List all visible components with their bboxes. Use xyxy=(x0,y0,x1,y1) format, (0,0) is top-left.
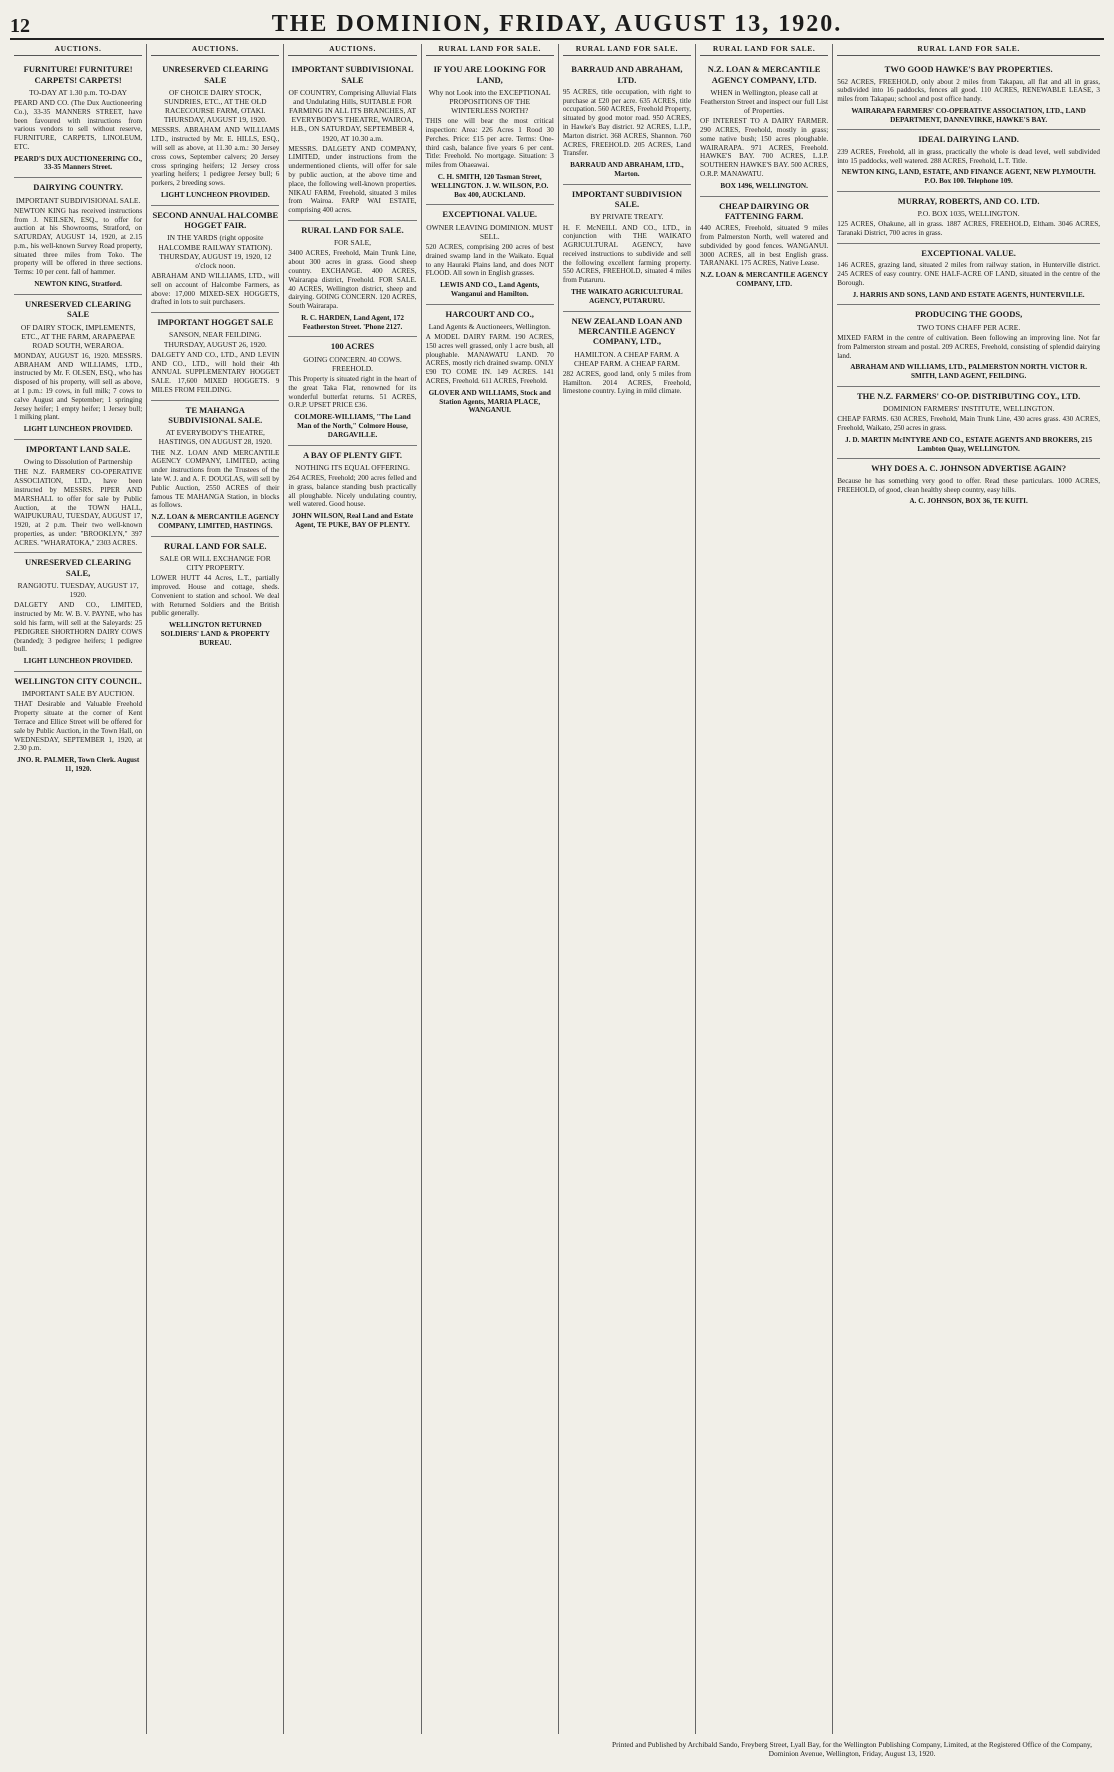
ad-headline: IF YOU ARE LOOKING FOR LAND, xyxy=(433,64,546,85)
ad-body: MONDAY, AUGUST 16, 1920. MESSRS. ABRAHAM AND WILLIAMS, LTD., instructed by Mr. F. OLSEN, ESQ., who has disposed of his property, will sell as above, at 1 p.m.: 19 cows, in full milk; 7 cows to calve August and September; 1 springing Jersey heifer; 1 empty heifer; 1 Jersey bull; 1 milking plant. xyxy=(14,351,143,422)
ad-headline: IMPORTANT LAND SALE. xyxy=(25,443,131,454)
masthead xyxy=(10,6,1104,40)
ad-signature: LIGHT LUNCHEON PROVIDED. xyxy=(160,190,270,199)
ad-headline: WHY DOES A. C. JOHNSON ADVERTISE AGAIN? xyxy=(871,463,1067,474)
column-header: RURAL LAND FOR SALE. xyxy=(563,44,691,56)
ad-signature: LEWIS AND CO., Land Agents, Wanganui and Hamilton. xyxy=(440,281,540,298)
ad-subhead: DOMINION FARMERS' INSTITUTE, WELLINGTON. xyxy=(882,404,1055,414)
advertisement xyxy=(563,60,691,185)
ad-signature: BOX 1496, WELLINGTON. xyxy=(720,181,808,190)
ad-headline: WELLINGTON CITY COUNCIL. xyxy=(14,675,142,686)
ad-signature: NEWTON KING, Stratford. xyxy=(34,280,122,288)
ad-signature: WELLINGTON RETURNED SOLDIERS' LAND & PROPERTY BUREAU. xyxy=(160,621,270,647)
ad-body: 125 ACRES, Ohakune, all in grass. 1887 ACRES, FREEHOLD, Eltham. 3046 ACRES, Taranaki District, 700 acres in grass. xyxy=(837,220,1101,238)
ad-signature: JOHN WILSON, Real Land and Estate Agent, TE PUKE, BAY OF PLENTY. xyxy=(291,512,414,529)
ad-headline: 100 ACRES xyxy=(330,341,375,352)
column-header: AUCTIONS. xyxy=(14,44,142,56)
ad-subhead: OF DAIRY STOCK, IMPLEMENTS, ETC., AT THE FARM, ARAPAEPAE ROAD SOUTH, WERAROA. xyxy=(20,322,136,350)
ad-headline: TWO GOOD HAWKE'S BAY PROPERTIES. xyxy=(884,64,1053,75)
ad-body: Because he has something very good to offer. Read these particulars. 1000 ACRES, FREEHOLD, of good, clean healthy sheep country, easy hills. xyxy=(837,476,1101,494)
advertisement xyxy=(288,446,416,535)
ad-headline: EXCEPTIONAL VALUE. xyxy=(442,209,538,220)
ad-subhead: IN THE YARDS (right opposite HALCOMBE RAILWAY STATION). THURSDAY, AUGUST 19, 1920, 12 o'clock noon. xyxy=(158,233,273,270)
column-7 xyxy=(833,44,1104,1734)
ad-signature: COLMORE-WILLIAMS, "The Land Man of the North," Colmore House, DARGAVILLE. xyxy=(294,413,411,439)
ad-signature: THE WAIKATO AGRICULTURAL AGENCY, PUTARURU. xyxy=(571,288,683,305)
newspaper-title: THE DOMINION, FRIDAY, AUGUST 13, 1920. xyxy=(271,11,843,37)
advertisement xyxy=(837,130,1100,191)
ad-headline: IMPORTANT SUBDIVISION SALE. xyxy=(571,188,682,210)
ad-subhead: FOR SALE, xyxy=(333,238,372,248)
columns xyxy=(10,44,1104,1734)
ad-subhead: OF CHOICE DAIRY STOCK, SUNDRIES, ETC., AT THE OLD RACECOURSE FARM, OTAKI. THURSDAY, AUGUST 19, 1920. xyxy=(163,87,267,125)
ad-subhead: SANSON, NEAR FEILDING. THURSDAY, AUGUST 26, 1920. xyxy=(163,330,267,349)
ad-body: THAT Desirable and Valuable Freehold Property situate at the corner of Kent Terrace and Ellice Street will be offered for sale by Public Auction, in the Town Hall, on WEDNESDAY, SEPTEMBER 1, 1920, at 2.30 p.m. xyxy=(14,700,143,753)
ad-signature: N.Z. LOAN & MERCANTILE AGENCY COMPANY, LTD. xyxy=(700,271,829,288)
column-header: RURAL LAND FOR SALE. xyxy=(837,44,1100,56)
advertisement xyxy=(700,60,828,196)
ad-subhead: WHEN in Wellington, please call at Featherston Street and inspect our full List of Properties. xyxy=(700,87,829,116)
advertisement xyxy=(288,60,416,221)
ad-subhead: IMPORTANT SALE BY AUCTION. xyxy=(21,689,135,699)
ad-subhead: Why not Look into the EXCEPTIONAL PROPOSITIONS OF THE WINTERLESS NORTH? xyxy=(428,87,551,116)
ad-signature: GLOVER AND WILLIAMS, Stock and Station Agents, MARIA PLACE, WANGANUI. xyxy=(428,388,551,415)
ad-signature: JNO. R. PALMER, Town Clerk. August 11, 1920. xyxy=(16,756,140,773)
printer-imprint: Printed and Published by Archibald Sando, Freyberg Street, Lyall Bay, for the Wellington Publishing Company, Limited, at the Registered Office of the Company, Dominion Avenue, Wellington, Friday, August 13, 1920. xyxy=(612,1740,1092,1759)
page-number: 12 xyxy=(10,15,30,37)
ad-headline: IMPORTANT SUBDIVISIONAL SALE xyxy=(291,64,414,85)
ad-body: 562 ACRES, FREEHOLD, only about 2 miles from Takapau, all flat and all in grass, subdivided into 16 paddocks, fences all good. 110 ACRES, RENEWABLE LEASE, 3 miles from Takapau; school and post office handy. xyxy=(837,77,1101,104)
ad-headline: NEW ZEALAND LOAN AND MERCANTILE AGENCY COMPANY, LTD., xyxy=(571,315,683,347)
ad-body: 520 ACRES, comprising 200 acres of best drained swamp land in the Waikato. Equal to any Hauraki Plains land, and does NOT FLOOD. All sown in English grasses. xyxy=(425,242,554,278)
ad-signature: BARRAUD AND ABRAHAM, LTD., Marton. xyxy=(570,161,684,178)
advertisement xyxy=(700,197,828,294)
advertisement xyxy=(563,312,691,402)
ad-subhead: OWNER LEAVING DOMINION. MUST SELL. xyxy=(426,222,554,241)
column-1 xyxy=(10,44,147,1734)
ad-signature: N.Z. LOAN & MERCANTILE AGENCY COMPANY, LIMITED, HASTINGS. xyxy=(151,513,280,530)
advertisement xyxy=(837,459,1100,511)
advertisement xyxy=(426,205,554,304)
ad-body: NEWTON KING has received instructions from J. NEILSEN, ESQ., to offer for auction at his Showrooms, Stratford, on SATURDAY, AUGUST 14, 1920, at 2.15 p.m., his well-known Survey Road property, situated three miles from Toko. The property will be offered in three sections. Terms: 10 per cent. fall of hammer. xyxy=(14,206,143,277)
ad-body: A MODEL DAIRY FARM. 190 ACRES, 150 acres well grassed, only 1 acre bush, all ploughable. MANAWATU LAND. 70 ACRES, mostly rich drained swamp. ONLY £90 TO COME IN. 149 ACRES. 141 ACRES, Freehold. 611 ACRES, Freehold. xyxy=(425,333,554,386)
advertisement xyxy=(151,60,279,206)
ad-body: H. F. McNEILL AND CO., LTD., in conjunction with THE WAIKATO AGRICULTURAL AGENCY, have received instructions to subdivide and sell the following excellent farming property. 550 ACRES, FREEHOLD, situated 4 miles from Putaruru. xyxy=(562,223,692,285)
ad-body: MESSRS. DALGETY AND COMPANY, LIMITED, under instructions from the undermentioned clients, will offer for sale by public auction, at the above time and place, the following well-known properties. NIKAU FARM, Freehold, situated 3 miles from Wairoa. FARP WAI ESTATE, comprising 400 acres. xyxy=(288,144,417,215)
ad-body: DALGETY AND CO., LIMITED, instructed by Mr. W. B. V. PAYNE, who has sold his farm, will sell at the Saleyards: 25 PEDIGREE SHORTHORN DAIRY COWS (branded); 3 pedigree heifers; 1 pedigree bull. xyxy=(14,601,143,654)
advertisement xyxy=(14,178,142,295)
ad-body: LOWER HUTT 44 Acres, L.T., partially improved. House and cottage, sheds. Convenient to station and school. We deal with Returned Soldiers and the British public generally. xyxy=(151,574,280,618)
ad-signature: J. D. MARTIN McINTYRE AND CO., ESTATE AGENTS AND BROKERS, 215 Lambton Quay, WELLINGTON. xyxy=(845,435,1093,453)
advertisement xyxy=(837,244,1100,305)
ad-headline: CHEAP DAIRYING OR FATTENING FARM. xyxy=(719,200,810,221)
column-header: RURAL LAND FOR SALE. xyxy=(426,44,554,56)
ad-headline: FURNITURE! FURNITURE! CARPETS! CARPETS! xyxy=(23,64,133,85)
ad-subhead: Owing to Dissolution of Partnership xyxy=(23,457,133,467)
ad-body: 146 ACRES, grazing land, situated 2 miles from railway station, in Hunterville district. 245 ACRES of easy country. ONE HALF-ACRE OF LAND, situated in the centre of the Borough. xyxy=(837,261,1101,287)
ad-body: DALGETY AND CO., LTD., AND LEVIN AND CO., LTD., will hold their 4th ANNUAL SUPPLEMENTARY HOGGET SALE. 17,600 MIXED HOGGETS. 9 MILES FROM FEILDING. xyxy=(151,350,280,394)
advertisement xyxy=(151,401,279,537)
ad-signature: LIGHT LUNCHEON PROVIDED. xyxy=(23,425,133,434)
ad-body: 440 ACRES, Freehold, situated 9 miles from Palmerston North, well watered and subdivided by good fences. WANGANUI. 3000 ACRES, all in best English grass. TARANAKI. 175 ACRES, Native Lease. xyxy=(700,224,829,268)
ad-headline: UNRESERVED CLEARING SALE xyxy=(24,298,132,320)
advertisement xyxy=(837,387,1100,460)
advertisement xyxy=(151,313,279,401)
ad-headline: N.Z. LOAN & MERCANTILE AGENCY COMPANY, LTD. xyxy=(707,64,821,85)
column-4 xyxy=(422,44,559,1734)
ad-subhead: Land Agents & Auctioneers, Wellington. xyxy=(428,322,551,331)
ad-signature: C. H. SMITH, 120 Tasman Street, WELLINGTON. J. W. WILSON, P.O. Box 400, AUCKLAND. xyxy=(431,172,549,199)
ad-signature: ABRAHAM AND WILLIAMS, LTD., PALMERSTON NORTH. VICTOR R. SMITH, LAND AGENT, FEILDING. xyxy=(850,363,1088,381)
ad-headline: HARCOURT AND CO., xyxy=(445,308,534,319)
ad-subhead: HAMILTON. A CHEAP FARM. A CHEAP FARM. A CHEAP FARM. xyxy=(573,349,680,368)
column-3 xyxy=(284,44,421,1734)
advertisement xyxy=(14,440,142,554)
column-header: AUCTIONS. xyxy=(288,44,416,56)
ad-body: CHEAP FARMS. 630 ACRES, Freehold, Main Trunk Line, 430 acres grass. 430 ACRES, Freehold, Waikato, 250 acres in grass. xyxy=(837,415,1101,433)
ad-headline: IMPORTANT HOGGET SALE xyxy=(157,317,274,328)
ad-subhead: GOING CONCERN. 40 COWS. FREEHOLD. xyxy=(303,354,402,373)
ad-subhead: SALE OR WILL EXCHANGE FOR CITY PROPERTY. xyxy=(159,554,271,573)
ad-headline: THE N.Z. FARMERS' CO-OP. DISTRIBUTING COY., LTD. xyxy=(857,390,1081,401)
ad-signature: LIGHT LUNCHEON PROVIDED. xyxy=(23,657,133,666)
ad-headline: DAIRYING COUNTRY. xyxy=(33,182,123,193)
ad-body: MIXED FARM in the centre of cultivation. Been following an improving line. Not far from Palmerston stream and postal. 209 ACRES, Freehold, consisting of splendid dairying land. xyxy=(837,333,1101,360)
ad-body: 282 ACRES, good land, only 5 miles from Hamilton. 2014 ACRES, Freehold, limestone country. Lying in mild climate. xyxy=(562,369,692,396)
ad-headline: PRODUCING THE GOODS, xyxy=(914,309,1023,320)
column-2 xyxy=(147,44,284,1734)
column-header: AUCTIONS. xyxy=(151,44,279,56)
ad-body: THE N.Z. FARMERS' CO-OPERATIVE ASSOCIATION, LTD., have been instructed by MESSRS. PIPER AND MARSHALL to offer for sale by Public Auction, at the TOWN HALL, WAIPUKURAU, TUESDAY, AUGUST 17, 1920, at 2 p.m. Their two well-known properties, as under: "BROOKLYN," 397 ACRES. "WHARATOKA," 2303 ACRES. xyxy=(14,468,143,547)
ad-body: ABRAHAM AND WILLIAMS, LTD., will sell on account of Halcombe Farmers, as above: 17,000 MIXED-SEX HOGGETS, drafted in lots to suit purchasers. xyxy=(151,271,280,307)
advertisement xyxy=(14,60,142,178)
advertisement xyxy=(837,192,1100,244)
advertisement xyxy=(426,305,554,421)
ad-subhead: OF COUNTRY, Comprising Alluvial Flats and Undulating Hills, SUITABLE FOR FARMING IN ALL ITS BRANCHES, AT EVERYBODY'S THEATRE, WAIROA, H.B., ON SATURDAY, SEPTEMBER 4, 1920, AT 10.30 a.m. xyxy=(288,87,417,143)
ad-body: This Property is situated right in the heart of the great Taka Flat, renowned for its wonderful butterfat returns. 51 ACRES, O.R.P. UPSET PRICE £36. xyxy=(288,375,417,410)
advertisement xyxy=(151,206,279,313)
ad-headline: BARRAUD AND ABRAHAM, LTD. xyxy=(571,64,683,85)
ad-signature: WAIRARAPA FARMERS' CO-OPERATIVE ASSOCIATION, LTD., LAND DEPARTMENT, DANNEVIRKE, HAWKE'S BAY. xyxy=(851,106,1086,124)
ad-headline: RURAL LAND FOR SALE. xyxy=(164,540,267,551)
advertisement xyxy=(837,60,1100,130)
ad-subhead: BY PRIVATE TREATY. xyxy=(590,212,664,222)
ad-headline: TE MAHANGA SUBDIVISIONAL SALE. xyxy=(168,404,263,425)
advertisement xyxy=(151,537,279,653)
ad-headline: UNRESERVED CLEARING SALE, xyxy=(24,557,132,578)
advertisement xyxy=(563,185,691,312)
ad-subhead: NOTHING ITS EQUAL OFFERING. xyxy=(295,462,410,472)
ad-subhead: IMPORTANT SUBDIVISIONAL SALE. xyxy=(15,195,141,205)
ad-body: PEARD AND CO. (The Dux Auctioneering Co.), 33-35 MANNERS STREET, have been favoured with instructions from various vendors to sell without reserve, FURNITURE, CARPETS, LINOLEUM, ETC. xyxy=(14,99,143,151)
advertisement xyxy=(14,295,142,440)
ad-headline: RURAL LAND FOR SALE. xyxy=(301,224,404,235)
column-6 xyxy=(696,44,833,1734)
column-5 xyxy=(559,44,696,1734)
ad-subhead: AT EVERYBODY'S THEATRE, HASTINGS, ON AUGUST 28, 1920. xyxy=(158,428,273,447)
ad-signature: A. C. JOHNSON, BOX 36, TE KUITI. xyxy=(909,497,1028,506)
ad-headline: UNRESERVED CLEARING SALE xyxy=(162,64,269,85)
ad-headline: SECOND ANNUAL HALCOMBE HOGGET FAIR. xyxy=(152,209,279,231)
ad-body: THIS one will bear the most critical inspection: Area: 226 Acres 1 Rood 30 Perches. Price: £15 per acre. Terms: One-third cash, balance five years 6 per cent. Title: Freehold. No mortgage. Situation: 3 miles from Ohaeawai. xyxy=(425,117,554,170)
ad-body: 264 ACRES, Freehold; 200 acres felled and in grass, balance standing bush practically all ploughable. Nicely undulating country, well watered. Good house. xyxy=(288,474,417,509)
ad-body: OF INTEREST TO A DAIRY FARMER. 290 ACRES, Freehold, mostly in grass; some native bush; 150 acres ploughable. WAIRARAPA. 971 ACRES, Freehold. HAWKE'S BAY. 700 ACRES, L.I.P. SOUTHERN HAWKE'S BAY. 500 ACRES, O.R.P. MANAWATU. xyxy=(700,117,829,178)
ad-headline: EXCEPTIONAL VALUE. xyxy=(921,247,1016,258)
column-header: RURAL LAND FOR SALE. xyxy=(700,44,828,56)
advertisement xyxy=(14,553,142,671)
advertisement xyxy=(288,221,416,338)
ad-signature: R. C. HARDEN, Land Agent, 172 Featherston Street. 'Phone 2127. xyxy=(301,313,404,331)
advertisement xyxy=(288,337,416,445)
ad-subhead: P.O. BOX 1035, WELLINGTON. xyxy=(917,209,1020,219)
ad-headline: MURRAY, ROBERTS, AND CO. LTD. xyxy=(897,195,1040,206)
ad-headline: IDEAL DAIRYING LAND. xyxy=(918,134,1019,145)
ad-signature: PEARD'S DUX AUCTIONEERING CO., 33-35 Manners Street. xyxy=(14,154,143,172)
ad-body: MESSRS. ABRAHAM AND WILLIAMS LTD., instructed by Mr. E. HILLS, ESQ., will sell as above, at 11.30 a.m.: 30 Jersey cross cows, September calvers; 20 Jersey cross springing heifers; 12 Jersey cross yearling heifers; 1 pedigree Jersey bull; 6 porkers, 2 breeding sows. xyxy=(151,126,280,188)
ad-body: 239 ACRES, Freehold, all in grass, practically the whole is dead level, well subdivided into 15 paddocks, well watered. 288 ACRES, Freehold, L.T. Title. xyxy=(837,147,1101,165)
ad-subhead: RANGIOTU. TUESDAY, AUGUST 17, 1920. xyxy=(17,581,139,600)
ad-body: 3400 ACRES, Freehold, Main Trunk Line, about 300 acres in grass. Good sheep country. EXCHANGE. 400 ACRES, Wairarapa district, Freehold. FOR SALE. 40 ACRES, Wellington district, sheep and dairying. GOING CONCERN. 120 ACRES, South Wairarapa. xyxy=(288,249,417,311)
ad-headline: A BAY OF PLENTY GIFT. xyxy=(303,449,402,460)
ad-body: THE N.Z. LOAN AND MERCANTILE AGENCY COMPANY, LIMITED, acting under instructions from the Trustees of the late W. J. and A. F. DOUGLAS, will sell by Public Auction, 2550 ACRES of their famous TE MAHANGA Station, in blocks as follows. xyxy=(151,448,280,510)
ad-body: 95 ACRES, title occupation, with right to purchase at £20 per acre. 635 ACRES, title occupation. 560 ACRES, Freehold Property, situated by good motor road. 950 ACRES, in Hawke's Bay district. 92 ACRES, L.I.P., Marton district. 368 ACRES, Shannon. 760 ACRES, FREEHOLD. 205 ACRES, Land Transfer. xyxy=(562,87,692,158)
advertisement xyxy=(14,672,142,779)
advertisement xyxy=(837,305,1100,386)
ad-signature: NEWTON KING, LAND, ESTATE, AND FINANCE AGENT, NEW PLYMOUTH. P.O. Box 100. Telephone 109. xyxy=(841,168,1096,186)
ad-subhead: TO-DAY AT 1.30 p.m. TO-DAY xyxy=(29,87,128,97)
advertisement xyxy=(426,60,554,205)
ad-subhead: TWO TONS CHAFF PER ACRE. xyxy=(916,322,1021,332)
ad-signature: J. HARRIS AND SONS, LAND AND ESTATE AGENTS, HUNTERVILLE. xyxy=(852,290,1085,299)
